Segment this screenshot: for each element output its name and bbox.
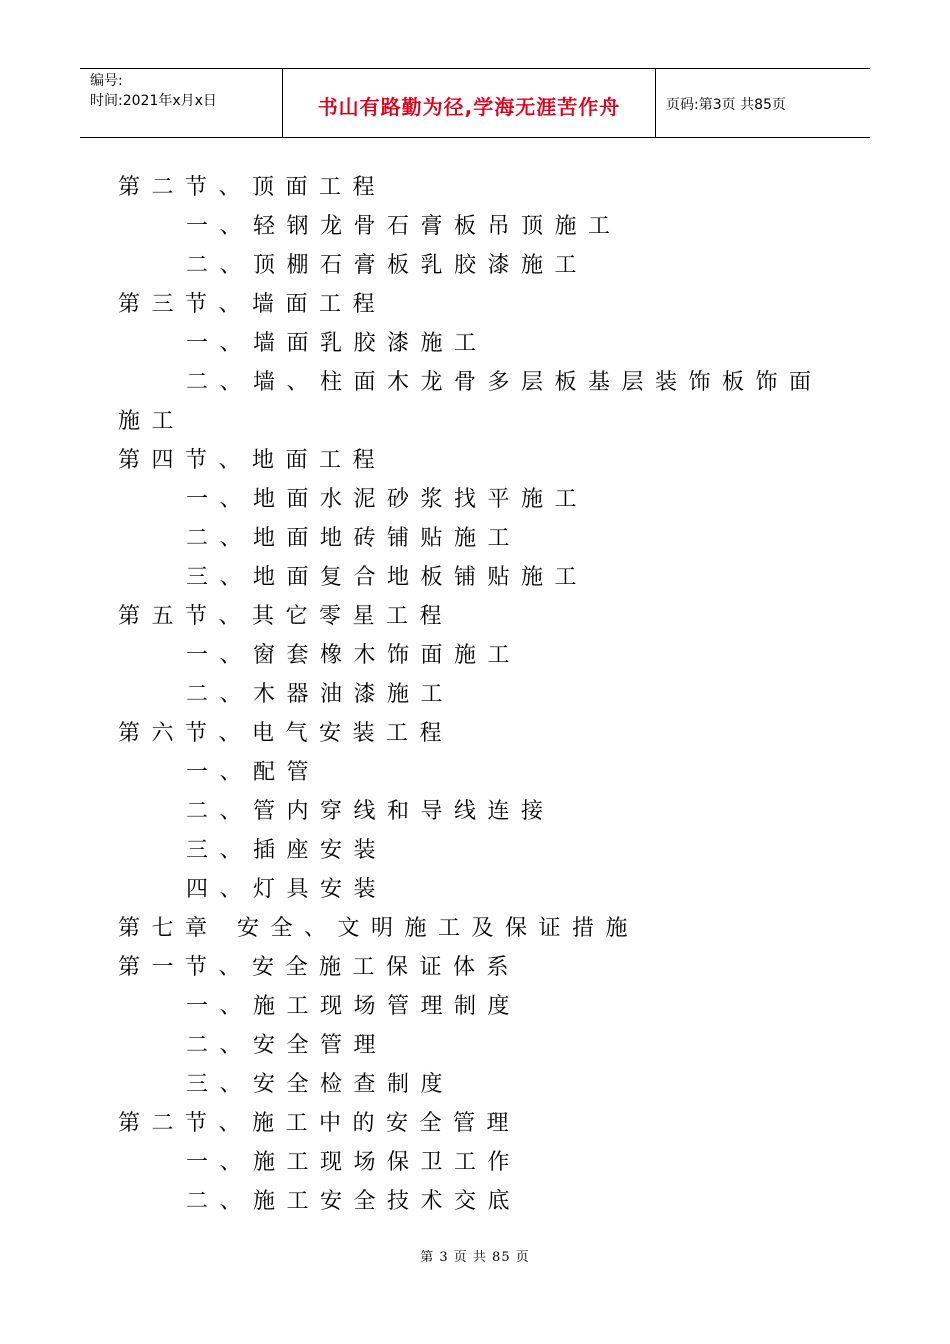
page-footer: 第 3 页 共 85 页 [420,1250,530,1265]
toc-section-heading: 第三节、墙面工程 [118,292,387,317]
page-header [80,68,870,138]
toc-subitem: 二、安全管理 [186,1033,388,1058]
toc-subitem: 二、施工安全技术交底 [186,1189,522,1214]
toc-subitem: 一、施工现场管理制度 [186,994,522,1019]
toc-section-heading: 第二节、施工中的安全管理 [118,1111,521,1136]
toc-subitem: 三、插座安装 [186,838,388,863]
toc-subitem: 一、墙面乳胶漆施工 [186,331,488,356]
toc-subitem: 三、地面复合地板铺贴施工 [186,565,589,590]
toc-subitem: 一、地面水泥砂浆找平施工 [186,487,589,512]
toc-subitem: 二、顶棚石膏板乳胶漆施工 [186,253,589,278]
header-motto: 书山有路勤为径,学海无涯苦作舟 [317,95,621,119]
toc-subitem: 二、木器油漆施工 [186,682,455,707]
toc-section-heading: 第五节、其它零星工程 [118,604,454,629]
toc-section-heading: 第七章 安全、文明施工及保证措施 [118,916,639,941]
toc-section-heading: 第四节、地面工程 [118,448,387,473]
header-page-info: 页码:第3页 共85页 [666,97,786,113]
toc-subitem: 一、配管 [186,760,321,785]
document-time-label: 时间:2021年x月x日 [90,93,217,109]
toc-subitem: 二、管内穿线和导线连接 [186,799,555,824]
toc-subitem: 一、轻钢龙骨石膏板吊顶施工 [186,214,622,239]
toc-section-heading: 第六节、电气安装工程 [118,721,454,746]
document-number-label: 编号: [90,73,123,89]
toc-section-heading: 第二节、顶面工程 [118,175,387,200]
toc-section-heading: 施工 [118,409,186,434]
toc-subitem: 一、施工现场保卫工作 [186,1150,522,1175]
toc-subitem: 三、安全检查制度 [186,1072,455,1097]
header-motto-cell [283,69,656,137]
toc-subitem: 二、墙、柱面木龙骨多层板基层装饰板饰面 [186,370,823,395]
toc-subitem: 四、灯具安装 [186,877,388,902]
toc-subitem: 二、地面地砖铺贴施工 [186,526,522,551]
header-meta-cell [80,69,283,137]
toc-section-heading: 第一节、安全施工保证体系 [118,955,521,980]
toc-subitem: 一、窗套橡木饰面施工 [186,643,522,668]
header-page-cell [656,69,870,137]
